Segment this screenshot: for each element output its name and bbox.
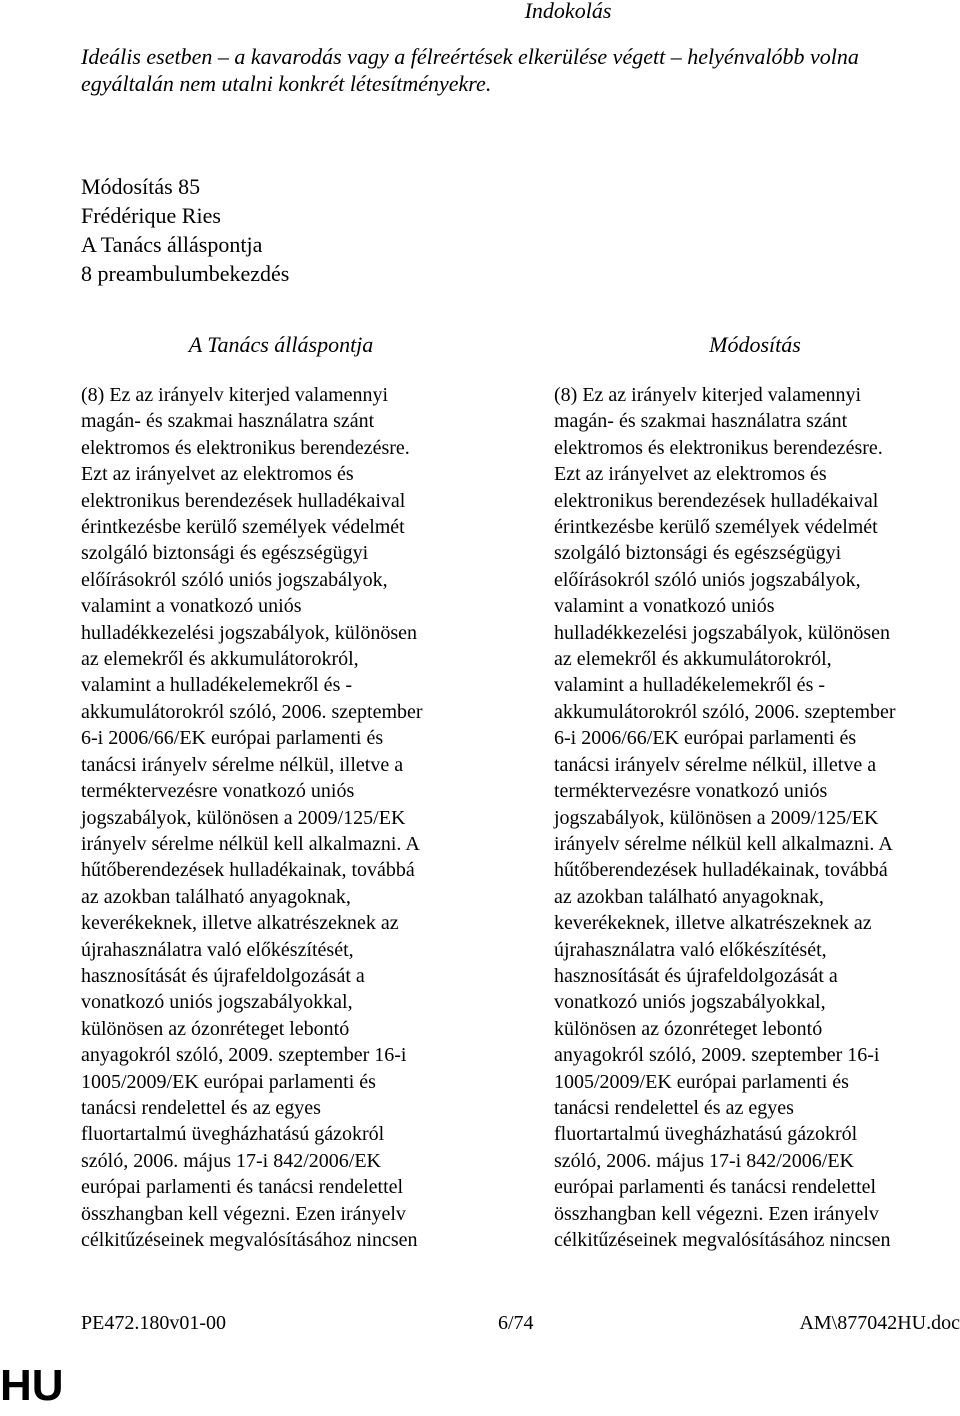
text-line: összhangban kell végezni. Ezen irányelv bbox=[554, 1202, 879, 1225]
text-line: hulladékkezelési jogszabályok, különösen bbox=[81, 621, 418, 644]
text-line: valamint a vonatkozó uniós bbox=[554, 595, 775, 618]
text-line: tanácsi rendelettel és az egyes bbox=[81, 1096, 321, 1119]
footer-page-number: 6/74 bbox=[498, 1312, 534, 1334]
text-line: magán- és szakmai használatra szánt bbox=[81, 410, 375, 433]
text-line: szolgáló biztonsági és egészségügyi bbox=[554, 542, 842, 565]
text-line: szóló, 2006. május 17-i 842/2006/EK bbox=[554, 1149, 854, 1172]
justification-line: Ideális esetben – a kavarodás vagy a félreértések elkerülése végett – helyénvalóbb volna bbox=[81, 44, 859, 69]
amendment-number: Módosítás 85 bbox=[81, 174, 201, 199]
text-line: az elemekről és akkumulátorokról, bbox=[81, 648, 359, 671]
text-line: valamint a hulladékelemekről és - bbox=[81, 674, 353, 697]
text-line: újrahasználatra való előkészítését, bbox=[81, 938, 354, 961]
text-line: keverékeknek, illetve alkatrészeknek az bbox=[554, 912, 872, 935]
amendment-recital: 8 preambulumbekezdés bbox=[81, 261, 290, 286]
amendment-info bbox=[81, 172, 289, 288]
text-line: különösen az ózonréteget lebontó bbox=[81, 1017, 350, 1040]
text-line: előírásokról szóló uniós jogszabályok, bbox=[554, 568, 861, 591]
left-column-title: A Tanács álláspontja bbox=[188, 332, 374, 357]
text-line: hűtőberendezések hulladékainak, továbbá bbox=[81, 859, 415, 882]
justification-text bbox=[81, 43, 911, 97]
text-line: terméktervezésre vonatkozó uniós bbox=[554, 780, 828, 803]
text-line: akkumulátorokról szóló, 2006. szeptember bbox=[81, 700, 423, 723]
language-code: HU bbox=[0, 1361, 64, 1410]
amendment-text bbox=[554, 382, 896, 1253]
text-line: anyagokról szóló, 2009. szeptember 16-i bbox=[554, 1044, 880, 1067]
text-line: 6-i 2006/66/EK európai parlamenti és bbox=[81, 727, 384, 750]
text-line: az azokban található anyagoknak, bbox=[554, 885, 824, 908]
text-line: (8) Ez az irányelv kiterjed valamennyi bbox=[554, 384, 862, 406]
text-line: valamint a hulladékelemekről és - bbox=[554, 674, 826, 697]
footer-doc-ref: PE472.180v01-00 bbox=[81, 1312, 226, 1334]
text-line: fluortartalmú üvegházhatású gázokról bbox=[81, 1123, 385, 1146]
justification-line: egyáltalán nem utalni konkrét létesítményekre. bbox=[81, 71, 492, 96]
text-line: európai parlamenti és tanácsi rendelettel bbox=[81, 1176, 404, 1199]
text-line: tanácsi irányelv sérelme nélkül, illetve a bbox=[554, 753, 877, 776]
text-line: hulladékkezelési jogszabályok, különösen bbox=[554, 621, 891, 644]
text-line: újrahasználatra való előkészítését, bbox=[554, 938, 827, 961]
text-line: elektromos és elektronikus berendezésre. bbox=[554, 436, 883, 459]
text-line: szolgáló biztonsági és egészségügyi bbox=[81, 542, 369, 565]
text-line: hasznosítását és újrafeldolgozását a bbox=[81, 964, 365, 987]
text-line: 1005/2009/EK európai parlamenti és bbox=[554, 1070, 849, 1093]
text-line: tanácsi rendelettel és az egyes bbox=[554, 1096, 794, 1119]
text-line: szóló, 2006. május 17-i 842/2006/EK bbox=[81, 1149, 381, 1172]
text-line: Ezt az irányelvet az elektromos és bbox=[81, 463, 354, 486]
text-line: előírásokról szóló uniós jogszabályok, bbox=[81, 568, 388, 591]
text-line: anyagokról szóló, 2009. szeptember 16-i bbox=[81, 1044, 407, 1067]
text-line: vonatkozó uniós jogszabályokkal, bbox=[81, 991, 353, 1014]
text-line: elektronikus berendezések hulladékaival bbox=[554, 489, 879, 512]
amendment-author: Frédérique Ries bbox=[81, 203, 221, 228]
text-line: célkitűzéseinek megvalósításához nincsen bbox=[554, 1229, 891, 1251]
text-line: célkitűzéseinek megvalósításához nincsen bbox=[81, 1229, 418, 1251]
text-line: érintkezésbe kerülő személyek védelmét bbox=[554, 516, 878, 539]
text-line: valamint a vonatkozó uniós bbox=[81, 595, 302, 618]
right-column-title: Módosítás bbox=[709, 332, 801, 357]
text-line: akkumulátorokról szóló, 2006. szeptember bbox=[554, 700, 896, 723]
text-line: érintkezésbe kerülő személyek védelmét bbox=[81, 516, 405, 539]
text-line: jogszabályok, különösen a 2009/125/EK bbox=[81, 806, 406, 829]
text-line: fluortartalmú üvegházhatású gázokról bbox=[554, 1123, 858, 1146]
text-line: irányelv sérelme nélkül kell alkalmazni. A bbox=[554, 832, 893, 855]
text-line: hűtőberendezések hulladékainak, továbbá bbox=[554, 859, 888, 882]
text-line: (8) Ez az irányelv kiterjed valamennyi bbox=[81, 384, 389, 406]
council-position-text bbox=[81, 382, 423, 1253]
text-line: európai parlamenti és tanácsi rendelettel bbox=[554, 1176, 877, 1199]
text-line: terméktervezésre vonatkozó uniós bbox=[81, 780, 355, 803]
text-line: tanácsi irányelv sérelme nélkül, illetve a bbox=[81, 753, 404, 776]
text-line: elektronikus berendezések hulladékaival bbox=[81, 489, 406, 512]
text-line: 6-i 2006/66/EK európai parlamenti és bbox=[554, 727, 857, 750]
text-line: keverékeknek, illetve alkatrészeknek az bbox=[81, 912, 399, 935]
text-line: Ezt az irányelvet az elektromos és bbox=[554, 463, 827, 486]
text-line: elektromos és elektronikus berendezésre. bbox=[81, 436, 410, 459]
text-line: különösen az ózonréteget lebontó bbox=[554, 1017, 823, 1040]
text-line: összhangban kell végezni. Ezen irányelv bbox=[81, 1202, 406, 1225]
text-line: magán- és szakmai használatra szánt bbox=[554, 410, 848, 433]
text-line: 1005/2009/EK európai parlamenti és bbox=[81, 1070, 376, 1093]
text-line: jogszabályok, különösen a 2009/125/EK bbox=[554, 806, 879, 829]
text-line: az azokban található anyagoknak, bbox=[81, 885, 351, 908]
footer-file-name: AM\877042HU.doc bbox=[799, 1312, 960, 1334]
section-heading: Indokolás bbox=[524, 0, 612, 23]
text-line: vonatkozó uniós jogszabályokkal, bbox=[554, 991, 826, 1014]
text-line: hasznosítását és újrafeldolgozását a bbox=[554, 964, 838, 987]
text-line: az elemekről és akkumulátorokról, bbox=[554, 648, 832, 671]
amendment-position: A Tanács álláspontja bbox=[81, 232, 263, 257]
text-line: irányelv sérelme nélkül kell alkalmazni. A bbox=[81, 832, 420, 855]
